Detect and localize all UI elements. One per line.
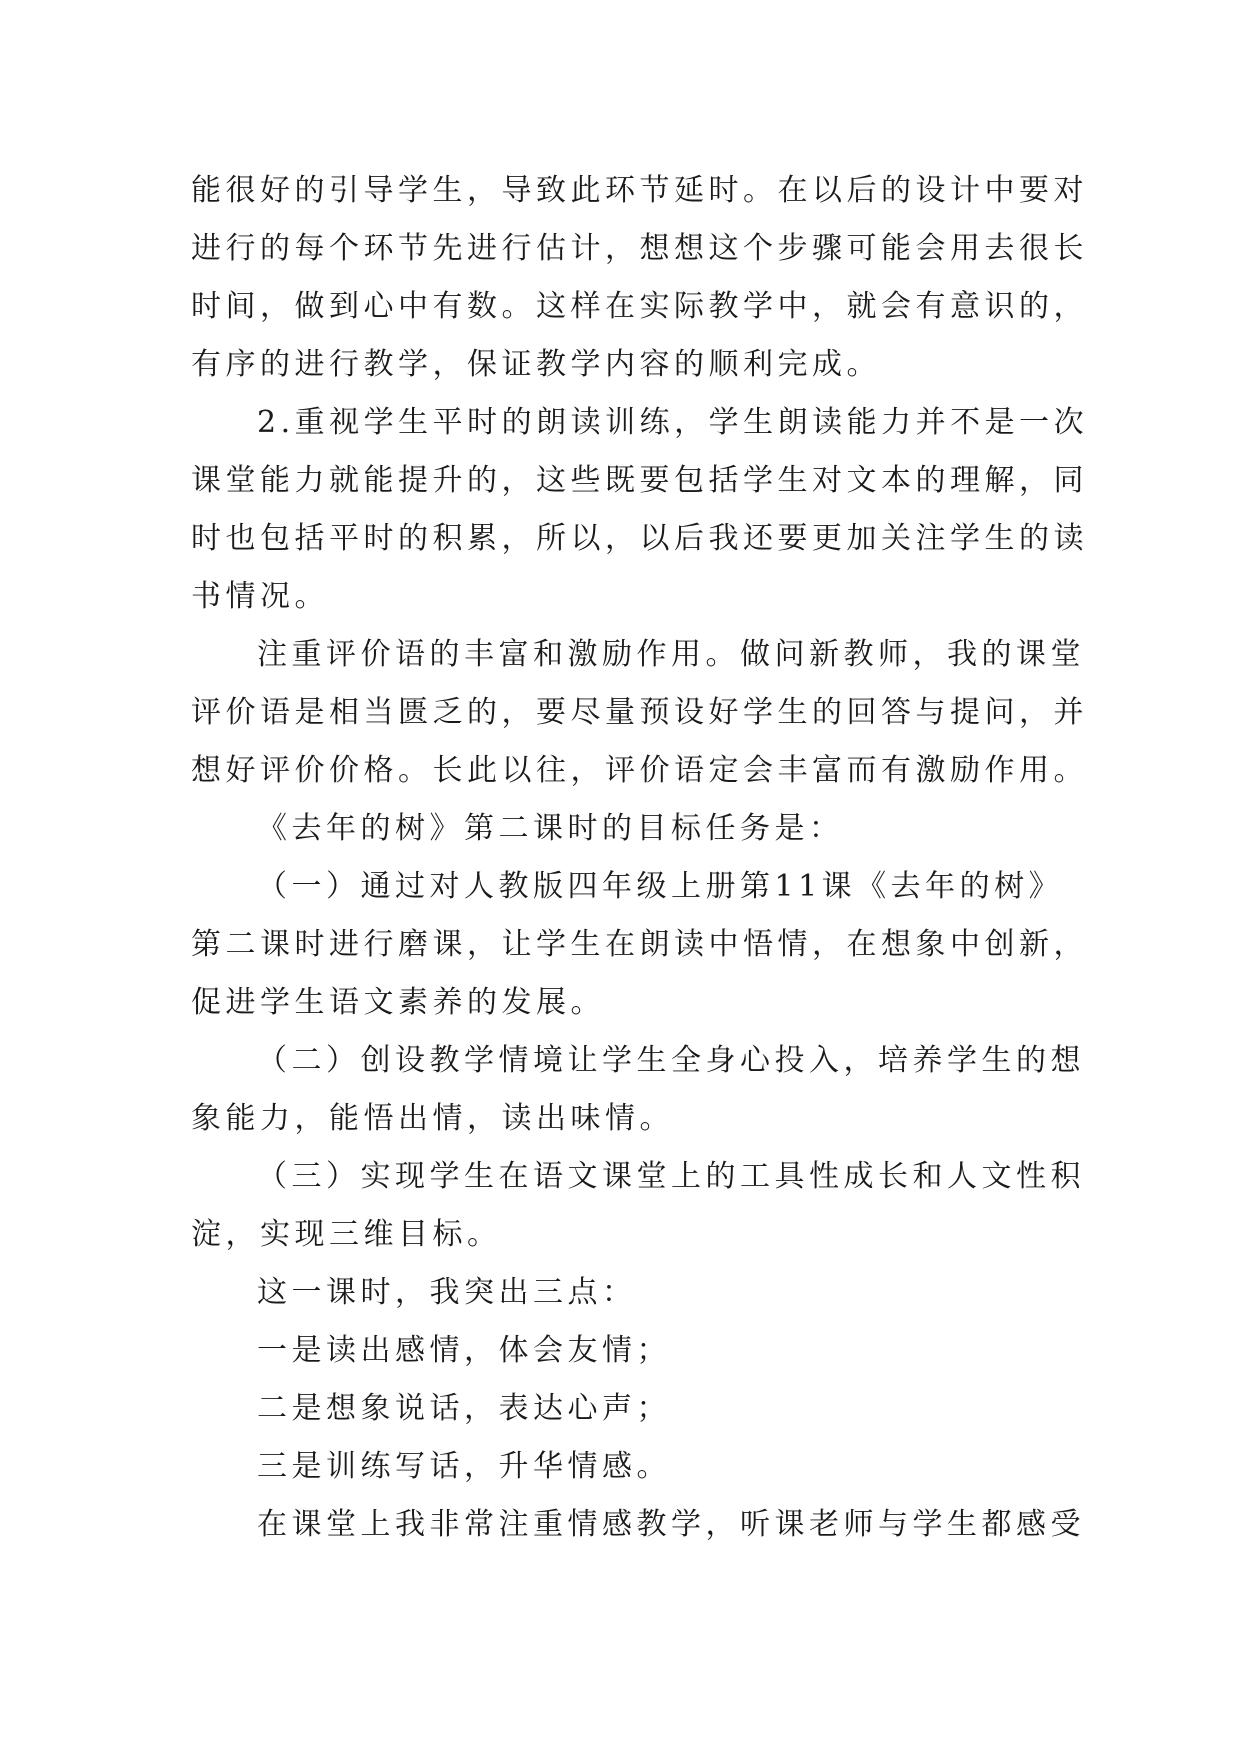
paragraph-start: （一）通过对人教版四年级上册第11课《去年的树》 — [257, 869, 1064, 904]
text-line: 促进学生语文素养的发展。 — [191, 985, 605, 1020]
list-item: 一是读出感情，体会友情； — [257, 1333, 671, 1368]
text-line: 淀，实现三维目标。 — [191, 1217, 502, 1252]
paragraph-start: 注重评价语的丰富和激励作用。做问新教师，我的课堂 — [257, 637, 1085, 672]
paragraph-start: 《去年的树》第二课时的目标任务是： — [257, 811, 844, 846]
paragraph-start: （三）实现学生在语文课堂上的工具性成长和人文性积 — [257, 1159, 1085, 1194]
text-line: 进行的每个环节先进行估计，想想这个步骤可能会用去很长 — [191, 231, 1088, 266]
paragraph-start: 在课堂上我非常注重情感教学，听课老师与学生都感受 — [257, 1507, 1085, 1542]
text-line: 课堂能力就能提升的，这些既要包括学生对文本的理解，同 — [191, 463, 1088, 498]
text-line: 时也包括平时的积累，所以，以后我还要更加关注学生的读 — [191, 521, 1088, 556]
paragraph-start: （二）创设教学情境让学生全身心投入，培养学生的想 — [257, 1043, 1085, 1078]
list-item: 三是训练写话，升华情感。 — [257, 1449, 671, 1484]
paragraph-start: 这一课时，我突出三点： — [257, 1275, 637, 1310]
text-line: 想好评价价格。长此以往，评价语定会丰富而有激励作用。 — [191, 753, 1088, 788]
text-line: 第二课时进行磨课，让学生在朗读中悟情，在想象中创新， — [191, 927, 1088, 962]
text-line: 评价语是相当匮乏的，要尽量预设好学生的回答与提问，并 — [191, 695, 1088, 730]
paragraph-start: 2.重视学生平时的朗读训练，学生朗读能力并不是一次 — [257, 405, 1089, 440]
text-line: 能很好的引导学生，导致此环节延时。在以后的设计中要对 — [191, 173, 1088, 208]
text-line: 书情况。 — [191, 579, 329, 614]
document-body — [191, 162, 1089, 1554]
list-item: 二是想象说话，表达心声； — [257, 1391, 671, 1426]
text-line: 有序的进行教学，保证教学内容的顺利完成。 — [191, 347, 881, 382]
text-line: 象能力，能悟出情，读出味情。 — [191, 1101, 674, 1136]
text-line: 时间，做到心中有数。这样在实际教学中，就会有意识的， — [191, 289, 1088, 324]
